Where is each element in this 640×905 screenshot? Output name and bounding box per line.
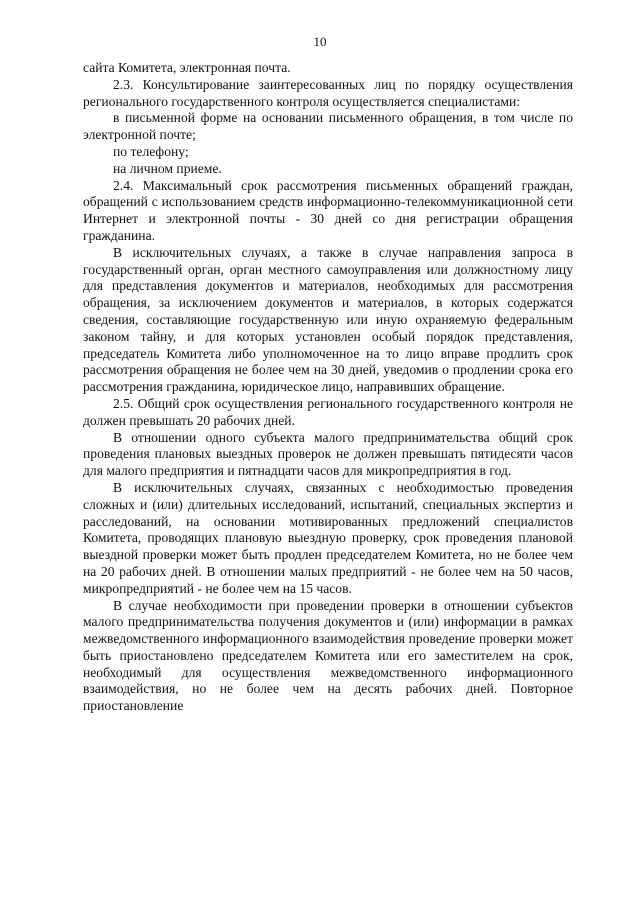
page-number: 10: [313, 34, 327, 49]
paragraph-personal: на личном приеме.: [113, 160, 222, 176]
paragraph-continuation: сайта Комитета, электронная почта.: [83, 60, 291, 75]
paragraph-exceptional-request: В исключительных случаях, а также в случае направления запроса в государственный орган, орган местного самоуправления или должностному лицу для представления документов и материалов, необходимых для рассмотрения обращения, за исключением документов и материалов, в которых содержатся сведения, составляющие государственную или иную охраняемую федеральным законом тайну, и для которых установлен особый порядок представления, председатель Комитета либо уполномоченное на то лицо вправе продлить срок рассмотрения обращения не более чем на 30 дней, уведомив о продлении срока его рассмотрения гражданина, юридическое лицо, направивших обращение.: [83, 244, 573, 395]
paragraph-suspension: В случае необходимости при проведении проверки в отношении субъектов малого предпринимательства получения документов и (или) информации в рамках межведомственного информационного взаимодействия проведение проверки может быть приостановлено председателем Комитета или его заместителем на срок, необходимый для осуществления межведомственного информационного взаимодействия, но не более чем на десять рабочих дней. Повторное приостановление: [83, 597, 573, 714]
paragraph-2-5: 2.5. Общий срок осуществления регионального государственного контроля не должен превышать 20 рабочих дней.: [83, 395, 573, 428]
paragraph-2-4: 2.4. Максимальный срок рассмотрения письменных обращений граждан, обращений с использованием средств информационно-телекоммуникационной сети Интернет и электронной почты - 30 дней со дня регистрации обращения гражданина.: [83, 177, 573, 243]
paragraph-exceptional-extension: В исключительных случаях, связанных с необходимостью проведения сложных и (или) длительных исследований, испытаний, специальных экспертиз и расследований, на основании мотивированных предложений специалистов Комитета, проводящих плановую выездную проверку, срок проведения плановой выездной проверки может быть продлен председателем Комитета, но не более чем на 20 рабочих дней. В отношении малых предприятий - не более чем на 50 часов, микропредприятий - не более чем на 15 часов.: [83, 479, 573, 596]
paragraph-phone: по телефону;: [113, 143, 189, 159]
paragraph-small-business: В отношении одного субъекта малого предпринимательства общий срок проведения плановых выездных проверок не должен превышать пятидесяти часов для малого предприятия и пятнадцати часов для микропредприятия в год.: [83, 429, 573, 479]
paragraph-2-3: 2.3. Консультирование заинтересованных лиц по порядку осуществления регионального государственного контроля осуществляется специалистами:: [83, 76, 573, 109]
document-body: [83, 60, 573, 715]
paragraph-written-form: в письменной форме на основании письменного обращения, в том числе по электронной почте;: [83, 110, 573, 143]
